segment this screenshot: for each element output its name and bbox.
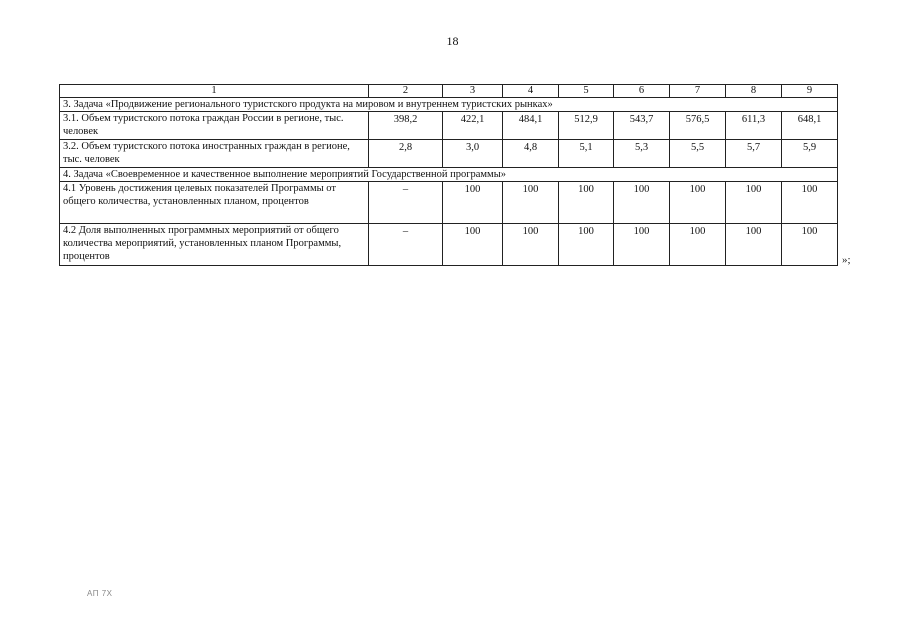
closing-quote-mark: »; [842,254,851,266]
cell-value: 100 [782,182,838,224]
cell-value: 2,8 [369,140,443,168]
cell-value: 100 [670,224,726,266]
cell-value: 5,1 [559,140,614,168]
section-row [60,98,838,112]
cell-value: 5,7 [726,140,782,168]
row-label: 4.2 Доля выполненных программных мероприятий от общего количества мероприятий, установленных планом Программы, процентов [60,224,369,266]
row-label: 3.1. Объем туристского потока граждан России в регионе, тыс. человек [60,112,369,140]
section-title: 4. Задача «Своевременное и качественное выполнение мероприятий Государственной программы» [60,168,838,182]
cell-value: 543,7 [614,112,670,140]
column-header: 4 [503,85,559,98]
column-header: 3 [443,85,503,98]
cell-value: 100 [503,224,559,266]
cell-value: 100 [782,224,838,266]
cell-value: 100 [559,182,614,224]
table-row [60,112,838,140]
indicators-table [59,84,838,266]
cell-value: 5,5 [670,140,726,168]
cell-value: 100 [726,182,782,224]
cell-value: 5,9 [782,140,838,168]
column-header: 1 [60,85,369,98]
row-label: 3.2. Объем туристского потока иностранных граждан в регионе, тыс. человек [60,140,369,168]
section-row [60,168,838,182]
cell-value: 576,5 [670,112,726,140]
cell-value: 100 [443,182,503,224]
page-number: 18 [446,34,459,48]
column-header: 6 [614,85,670,98]
cell-value: – [369,182,443,224]
cell-value: 100 [726,224,782,266]
cell-value: 100 [670,182,726,224]
column-header: 5 [559,85,614,98]
cell-value: 484,1 [503,112,559,140]
cell-value: 4,8 [503,140,559,168]
cell-value: 648,1 [782,112,838,140]
cell-value: 611,3 [726,112,782,140]
cell-value: 3,0 [443,140,503,168]
column-number-row [60,85,838,98]
row-label: 4.1 Уровень достижения целевых показателей Программы от общего количества, установленных планом, процентов [60,182,369,224]
column-header: 2 [369,85,443,98]
cell-value: 100 [503,182,559,224]
cell-value: 5,3 [614,140,670,168]
table-row [60,224,838,266]
cell-value: 422,1 [443,112,503,140]
cell-value: 512,9 [559,112,614,140]
cell-value: – [369,224,443,266]
table-row [60,182,838,224]
table-row [60,140,838,168]
section-title: 3. Задача «Продвижение регионального туристского продукта на мировом и внутреннем туристских рынках» [60,98,838,112]
column-header: 9 [782,85,838,98]
cell-value: 100 [614,182,670,224]
cell-value: 100 [614,224,670,266]
footer-stamp: АП 7Х [87,589,113,598]
column-header: 7 [670,85,726,98]
cell-value: 100 [559,224,614,266]
column-header: 8 [726,85,782,98]
cell-value: 100 [443,224,503,266]
cell-value: 398,2 [369,112,443,140]
